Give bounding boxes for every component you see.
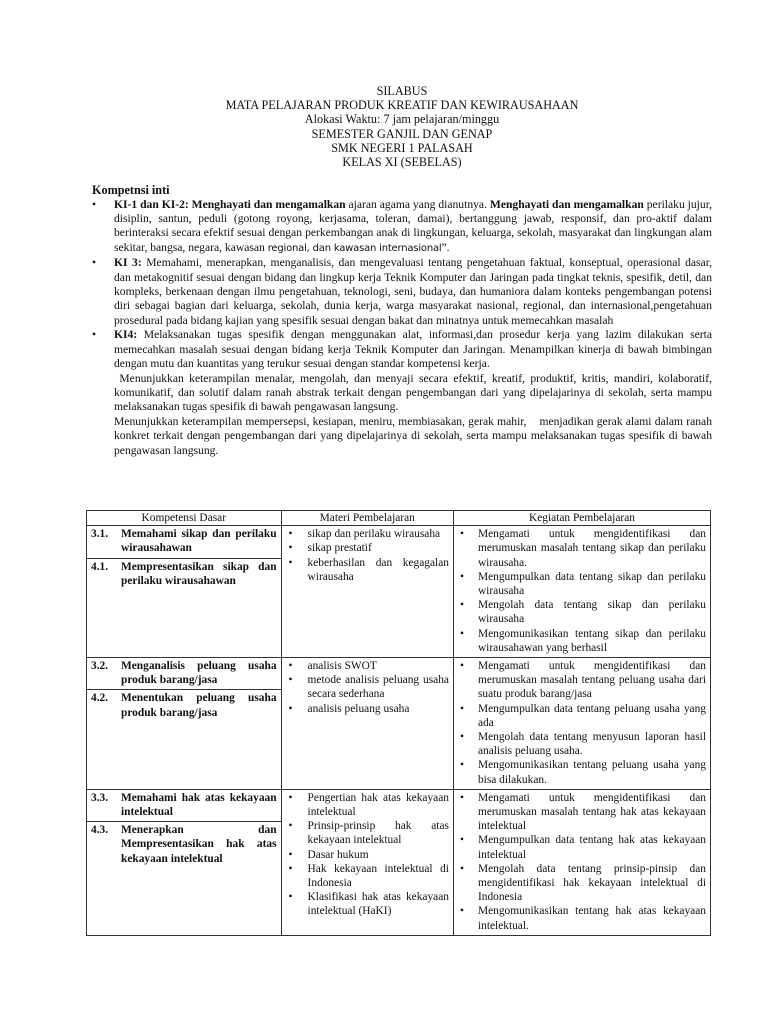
kd-cell <box>87 789 282 935</box>
kegiatan-text: Mengomunikasikan tentang peluang usaha yang bisa dilakukan. <box>477 759 706 786</box>
materi-text: Hak kekayaan intelektual di Indonesia <box>307 862 449 890</box>
list-item <box>458 862 706 905</box>
bullet-icon: • <box>288 556 293 569</box>
kd-text: Memahami sikap dan perilaku wirausahawan <box>121 528 277 555</box>
document-page <box>92 84 715 458</box>
ki-1-2-bold-2: Menghayati dan mengamalkan <box>489 197 644 211</box>
bullet-icon: • <box>288 702 293 715</box>
kegiatan-text: Mengumpulkan data tentang peluang usaha yang ada <box>477 702 706 729</box>
bullet-icon: • <box>459 702 464 715</box>
materi-text: Dasar hukum <box>307 848 369 861</box>
materi-text: metode analisis peluang usaha secara sederhana <box>307 674 449 701</box>
bullet-icon: • <box>459 759 464 772</box>
kd-number: 4.1. <box>91 560 109 573</box>
materi-cell <box>281 526 453 658</box>
ki-1-2-end: ”. <box>441 240 450 254</box>
header-school: SMK NEGERI 1 PALASAH <box>331 140 473 155</box>
kegiatan-cell <box>453 526 710 658</box>
list-item <box>458 702 706 730</box>
list-item <box>458 758 706 786</box>
bullet-icon: • <box>459 599 464 612</box>
kegiatan-text: Mengumpulkan data tentang hak atas kekayaan intelektual <box>477 834 706 861</box>
bullet-icon: • <box>92 256 97 270</box>
bullet-icon: • <box>459 791 464 804</box>
materi-list <box>282 790 453 921</box>
kd-text: Mempresentasikan sikap dan perilaku wirausahawan <box>121 560 277 587</box>
materi-text: Pengertian hak atas kekayaan intelektual <box>307 791 449 819</box>
bullet-icon: • <box>459 905 464 918</box>
materi-text: keberhasilan dan kegagalan wirausaha <box>307 556 449 583</box>
bullet-icon: • <box>92 197 97 211</box>
kd-number: 4.3. <box>91 824 109 837</box>
list-item <box>286 702 449 716</box>
bullet-icon: • <box>459 627 464 640</box>
header-allocation: Alokasi Waktu: 7 jam pelajaran/minggu <box>304 112 500 127</box>
kegiatan-list <box>454 658 710 789</box>
materi-list <box>282 526 453 586</box>
bullet-icon: • <box>288 674 293 687</box>
bullet-icon: • <box>459 834 464 847</box>
list-item <box>458 527 706 570</box>
bullet-icon: • <box>288 528 293 541</box>
kegiatan-cell <box>453 658 710 790</box>
kd-text: Memahami hak atas kekayaan intelektual <box>121 791 277 819</box>
list-item <box>458 833 706 861</box>
materi-text: Klasifikasi hak atas kekayaan intelektual (HaKI) <box>307 891 449 918</box>
kd-number: 3.3. <box>91 791 109 804</box>
materi-text: analisis peluang usaha <box>307 702 410 715</box>
kegiatan-text: Mengamati untuk mengidentifikasi dan merumuskan masalah tentang hak atas kekayaan intelektual <box>477 791 706 833</box>
bullet-icon: • <box>459 660 464 673</box>
bullet-icon: • <box>288 862 293 875</box>
list-item <box>286 556 449 584</box>
kd-text: Menganalisis peluang usaha produk barang/jasa <box>121 660 277 687</box>
list-item <box>286 791 449 819</box>
ki-extra-paragraphs <box>92 371 715 458</box>
ki-1-2-handwritten-tail: regional, dan kawasan internasional <box>267 242 442 254</box>
ki-1-2-item <box>92 198 712 257</box>
ki-4-item <box>92 328 712 371</box>
ki-1-2-text-2: perilaku jujur, disiplin, santun, peduli (gotong royong, kerjasama, toleran, damai), bertanggung jawab, responsif, dan pro-aktif dalam berinteraksi secara efektif sesuai dengan perkembangan anak di lingkungan, keluarga, sekolah, masyarakat dan lingkungan alam sekitar, bangsa, negara, kawasan <box>114 197 712 254</box>
kegiatan-text: Mengolah data tentang menyusun laporan hasil analisis peluang usaha. <box>477 731 706 758</box>
list-item <box>286 890 449 918</box>
kd-item <box>87 689 281 721</box>
list-item <box>458 904 706 932</box>
kd-item <box>87 658 281 689</box>
ki-4-text: Melaksanakan tugas spesifik dengan menggunakan alat, informasi,dan prosedur kerja yang lazim dilakukan serta memecahkan masalah sesuai dengan bidang kerja Teknik Komputer dan Jaringan. Menampilkan kinerja di bawah bimbingan dengan mutu dan kuantitas yang terukur sesuai dengan standar kompetensi kerja. <box>114 328 712 371</box>
list-item <box>458 570 706 598</box>
materi-cell <box>281 789 453 935</box>
kegiatan-list <box>454 790 710 935</box>
bullet-icon: • <box>288 848 293 861</box>
list-item <box>286 848 449 862</box>
bullet-icon: • <box>459 570 464 583</box>
kd-item <box>87 790 281 821</box>
column-header-kompetensi-dasar: Kompetensi Dasar <box>87 511 282 526</box>
bullet-icon: • <box>288 542 293 555</box>
kd-text: Menerapkan dan Mempresentasikan hak atas kekayaan intelektual <box>121 824 277 865</box>
kd-item <box>87 558 281 590</box>
kegiatan-text: Mengolah data tentang prinsip-pinsip dan mengidentifikasi hak kekayaan intelektual di Indonesia <box>477 862 706 904</box>
ki-extra-paragraph-1: Menunjukkan keterampilan menalar, mengolah, dan menyaji secara efektif, kreatif, produktif, kritis, mandiri, kolaboratif, komunikatif, dan solutif dalam ranah abstrak terkait dengan pengembangan dari yang dipelajarinya di sekolah, serta mampu melaksanakan tugas spesifik di bawah pengawasan langsung. <box>114 371 715 414</box>
kd-item <box>87 526 281 557</box>
kegiatan-text: Mengomunikasikan tentang hak atas kekayaan intelektual. <box>477 905 706 932</box>
column-header-kegiatan: Kegiatan Pembelajaran <box>453 511 710 526</box>
table-header-row <box>87 511 711 526</box>
kd-cell <box>87 526 282 658</box>
kd-item <box>87 821 281 868</box>
list-item <box>286 527 449 541</box>
kd-cell <box>87 658 282 790</box>
header-semester: SEMESTER GANJIL DAN GENAP <box>311 126 493 141</box>
bullet-icon: • <box>459 528 464 541</box>
bullet-icon: • <box>288 660 293 673</box>
table-row <box>87 526 711 658</box>
materi-list <box>282 658 453 718</box>
materi-text: Prinsip-prinsip hak atas kekayaan intelektual <box>307 820 449 847</box>
ki-1-2-text-1: ajaran agama yang dianutnya. <box>345 197 490 211</box>
kegiatan-text: Mengamati untuk mengidentifikasi dan merumuskan masalah tentang sikap dan perilaku wirausaha. <box>477 528 706 569</box>
list-item <box>286 541 449 555</box>
syllabus-table <box>86 510 711 936</box>
bullet-icon: • <box>459 731 464 744</box>
list-item <box>458 791 706 834</box>
materi-text: sikap dan perilaku wirausaha <box>307 528 441 541</box>
bullet-icon: • <box>92 328 97 342</box>
bullet-icon: • <box>288 791 293 804</box>
list-item <box>286 659 449 673</box>
kegiatan-text: Mengomunikasikan tentang sikap dan perilaku wirausahawan yang berhasil <box>477 627 706 654</box>
ki-3-text: Memahami, menerapkan, menganalisis, dan mengevaluasi tentang pengetahuan faktual, konseptual, operasional dasar, dan metakognitif sesuai dengan bidang dan lingkup kerja Teknik Komputer dan Jaringan pada tingkat teknis, spesifik, detil, dan kompleks, berkenaan dengan ilmu pengetahuan, teknologi, seni, budaya, dan humaniora dalam konteks pengembangan potensi diri sebagai bagian dari keluarga, sekolah, dunia kerja, warga masyarakat nasional, regional, dan internasional,pengetahuan prosedural pada bidang kajian yang spesifik sesuai dengan bakat dan minatnya untuk memecahkan masalah <box>114 256 712 327</box>
kd-number: 3.2. <box>91 660 109 673</box>
kegiatan-cell <box>453 789 710 935</box>
ki-4-lead: KI4: <box>114 328 138 342</box>
list-item <box>286 862 449 890</box>
ki-3-item <box>92 256 712 328</box>
kompetensi-inti-title: Kompetnsi inti <box>92 183 170 198</box>
materi-text: analisis SWOT <box>307 660 377 673</box>
ki-3-lead: KI 3: <box>114 256 142 270</box>
header-subject: MATA PELAJARAN PRODUK KREATIF DAN KEWIRAUSAHAAN <box>225 98 579 113</box>
kegiatan-text: Mengolah data tentang sikap dan perilaku wirausaha <box>477 599 706 626</box>
list-item <box>458 627 706 655</box>
kegiatan-text: Mengumpulkan data tentang sikap dan perilaku wirausaha <box>477 570 706 598</box>
table-row <box>87 658 711 790</box>
document-header <box>92 84 712 169</box>
bullet-icon: • <box>459 862 464 875</box>
list-item <box>286 819 449 847</box>
kompetensi-inti-list <box>92 198 712 372</box>
kegiatan-text: Mengamati untuk mengidentifikasi dan merumuskan masalah tentang peluang usaha dari suatu produk barang/jasa <box>477 660 706 701</box>
table-row <box>87 789 711 935</box>
kd-number: 4.2. <box>91 692 109 705</box>
bullet-icon: • <box>288 891 293 904</box>
kd-text: Menentukan peluang usaha produk barang/jasa <box>121 692 277 719</box>
materi-cell <box>281 658 453 790</box>
header-title: SILABUS <box>376 84 428 98</box>
header-class: KELAS XI (SEBELAS) <box>342 155 462 170</box>
kegiatan-list <box>454 526 710 657</box>
ki-1-2-lead: KI-1 dan KI-2: Menghayati dan mengamalkan <box>114 197 346 211</box>
column-header-materi: Materi Pembelajaran <box>281 511 453 526</box>
kd-number: 3.1. <box>91 528 109 541</box>
list-item <box>458 730 706 758</box>
list-item <box>458 598 706 626</box>
bullet-icon: • <box>288 820 293 833</box>
list-item <box>286 673 449 701</box>
list-item <box>458 659 706 702</box>
ki-extra-paragraph-2: Menunjukkan keterampilan mempersepsi, kesiapan, meniru, membiasakan, gerak mahir, menjadikan gerak alami dalam ranah konkret terkait dengan pengembangan dari yang dipelajarinya di sekolah, serta mampu melaksanakan tugas spesifik di bawah pengawasan langsung. <box>114 414 715 457</box>
materi-text: sikap prestatif <box>307 542 372 555</box>
